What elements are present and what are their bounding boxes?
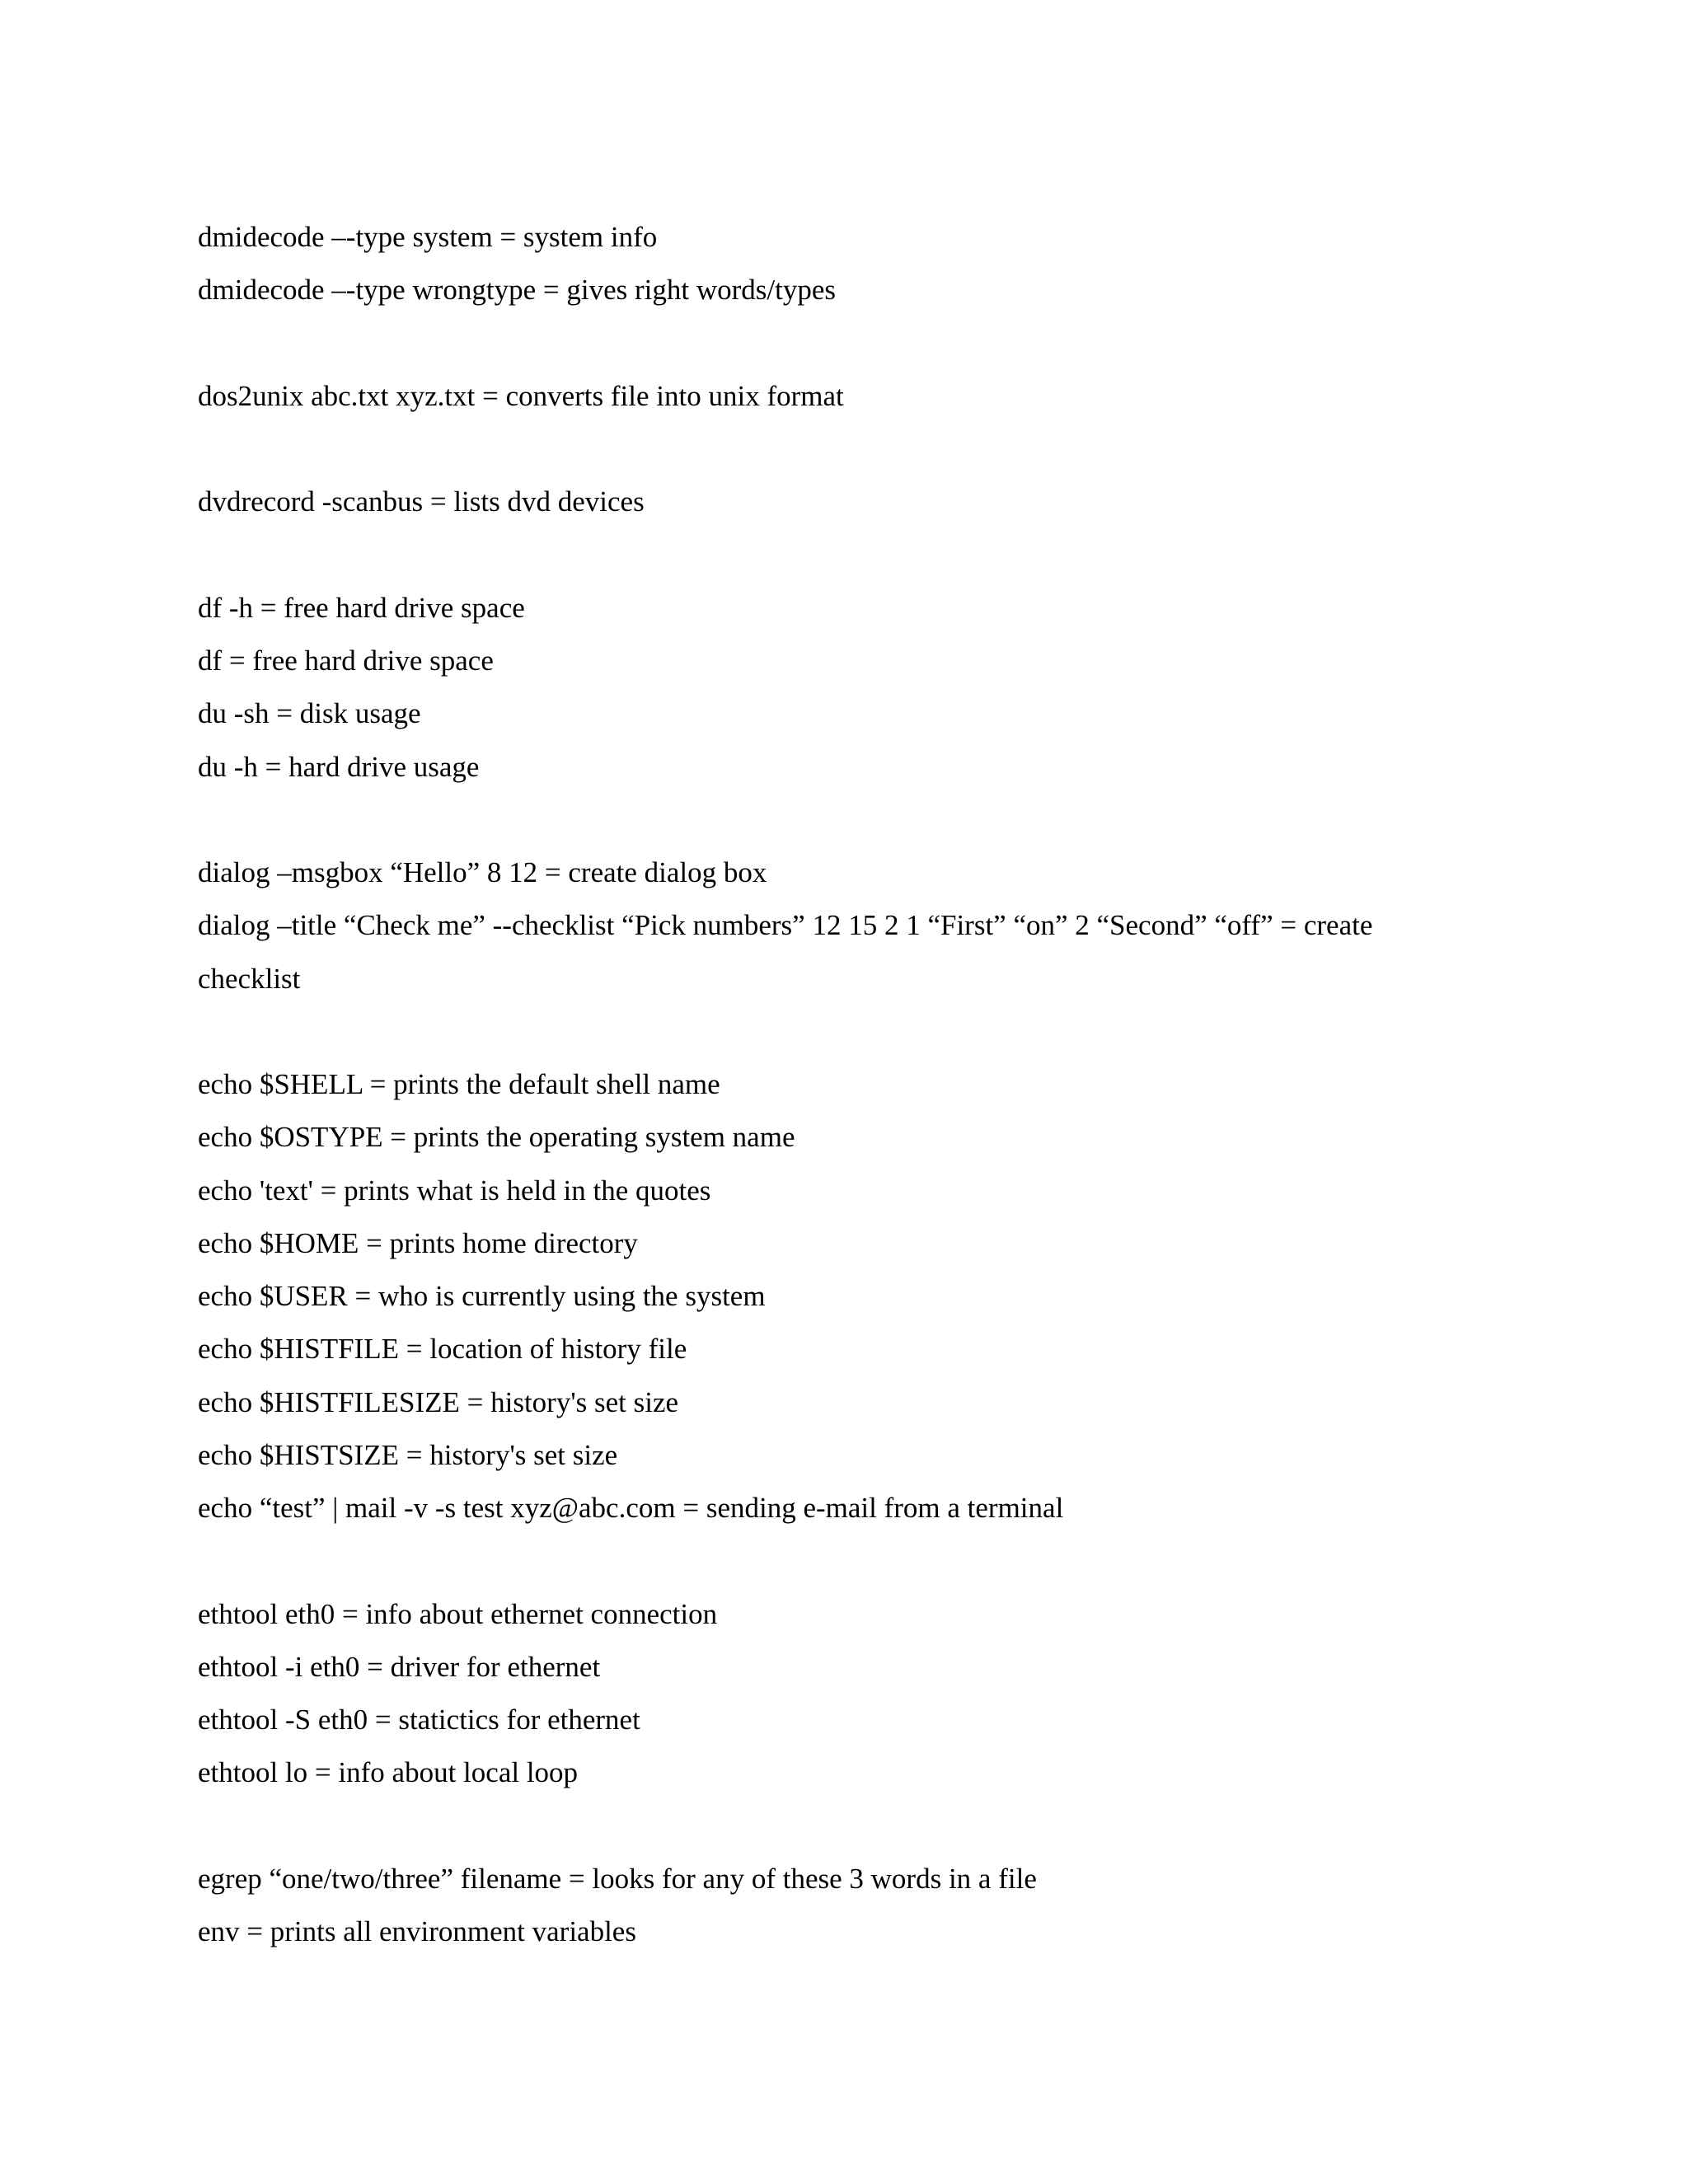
text-line: env = prints all environment variables [198, 1915, 636, 1947]
section-echo [198, 1058, 1500, 1535]
text-line: dmidecode –-type wrongtype = gives right words/types [198, 274, 837, 307]
section-egrep-env [198, 1853, 1500, 1959]
text-line: df = free hard drive space [198, 644, 494, 677]
text-line: echo $HISTSIZE = history's set size [198, 1438, 618, 1471]
text-line: dos2unix abc.txt xyz.txt = converts file into unix format [198, 379, 844, 412]
text-line: ethtool -S eth0 = statictics for ethernet [198, 1704, 640, 1736]
section-dmidecode [198, 211, 1500, 317]
text-line: dmidecode –-type system = system info [198, 221, 658, 253]
blank-line [198, 317, 1500, 370]
section-dos2unix [198, 370, 1500, 423]
section-dialog [198, 846, 1500, 1005]
section-disk [198, 582, 1500, 794]
text-line: echo $HISTFILESIZE = history's set size [198, 1385, 679, 1418]
text-line: echo $HOME = prints home directory [198, 1226, 638, 1259]
section-dvdrecord [198, 476, 1500, 528]
text-line: df -h = free hard drive space [198, 591, 525, 624]
section-ethtool [198, 1588, 1500, 1800]
text-line: ethtool eth0 = info about ethernet connection [198, 1597, 718, 1630]
text-line: echo 'text' = prints what is held in the quotes [198, 1174, 711, 1207]
blank-line [198, 1005, 1500, 1058]
text-line: echo $USER = who is currently using the system [198, 1280, 766, 1312]
text-line: checklist [198, 962, 301, 995]
blank-line [198, 529, 1500, 582]
text-line: du -h = hard drive usage [198, 750, 480, 783]
text-line: echo $HISTFILE = location of history file [198, 1333, 687, 1366]
text-line: echo $OSTYPE = prints the operating system name [198, 1121, 795, 1154]
blank-line [198, 423, 1500, 476]
blank-line [198, 1800, 1500, 1853]
text-line: dvdrecord -scanbus = lists dvd devices [198, 485, 645, 518]
text-line: egrep “one/two/three” filename = looks for any of these 3 words in a file [198, 1862, 1037, 1895]
text-line: dialog –msgbox “Hello” 8 12 = create dialog box [198, 856, 767, 888]
text-line: dialog –title “Check me” --checklist “Pick numbers” 12 15 2 1 “First” “on” 2 “Second” “off” = create [198, 909, 1373, 942]
blank-line [198, 794, 1500, 846]
text-line: ethtool -i eth0 = driver for ethernet [198, 1650, 601, 1683]
text-line: echo $SHELL = prints the default shell name [198, 1068, 720, 1100]
document-body [198, 211, 1500, 1958]
blank-line [198, 1535, 1500, 1587]
text-line: echo “test” | mail -v -s test xyz@abc.com = sending e-mail from a terminal [198, 1492, 1064, 1524]
text-line: du -sh = disk usage [198, 697, 421, 730]
text-line: ethtool lo = info about local loop [198, 1756, 579, 1789]
